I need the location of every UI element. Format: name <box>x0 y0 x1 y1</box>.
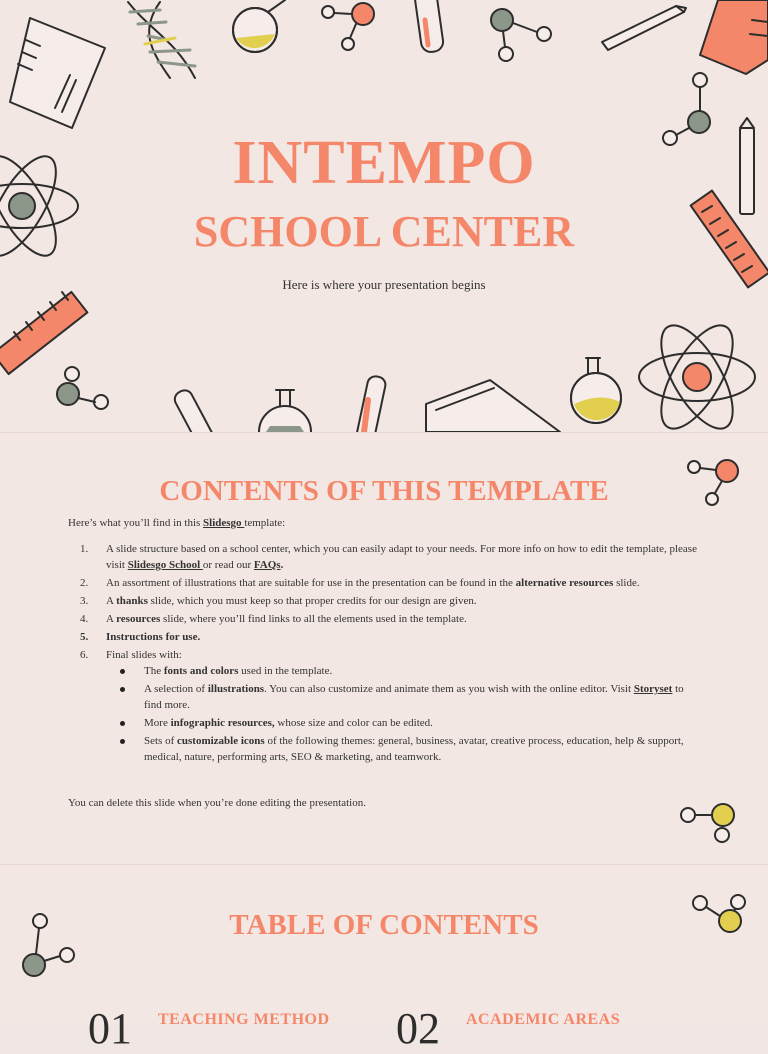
presentation-subtitle: SCHOOL CENTER <box>193 207 575 256</box>
bullet-text: whose size and color can be edited. <box>274 717 433 729</box>
bullet-text: of the following themes: general, business, avatar, creative process, education, help & support, medical, nature, performing arts, SEO & marketing, and teamwork. <box>144 735 684 763</box>
science-illustrations <box>0 865 768 1025</box>
dna-icon <box>128 2 195 78</box>
atom-icon <box>639 315 755 439</box>
item-bold-text: thanks <box>116 595 148 607</box>
item-number: 3. <box>80 595 89 607</box>
bullet-text: used in the template. <box>238 665 333 677</box>
pencil-icon <box>602 6 686 50</box>
intro-text: Here’s what you’ll find in this <box>68 517 204 529</box>
storyset-link[interactable]: Storyset <box>633 683 673 695</box>
intro-text-end: template: <box>244 517 286 529</box>
contents-title: CONTENTS OF THIS TEMPLATE <box>159 475 609 507</box>
item-number: 1. <box>80 543 89 555</box>
bullet-item <box>106 681 698 713</box>
item-text: An assortment of illustrations that are suitable for use in the presentation can be found in the <box>106 577 516 589</box>
bullet-text: A selection of <box>144 683 208 695</box>
bullet-dot <box>120 721 125 726</box>
presentation-caption: Here is where your presentation begins <box>282 277 486 292</box>
bullet-text: . You can also customize and animate them as you wish with the online editor. Visit <box>264 683 634 695</box>
contents-intro <box>68 515 698 531</box>
bullet-text: More <box>144 717 171 729</box>
toc-label[interactable]: TEACHING METHOD <box>158 1011 330 1028</box>
toc-label[interactable]: ACADEMIC AREAS <box>466 1011 621 1028</box>
list-item <box>68 647 698 765</box>
list-item <box>68 541 698 573</box>
toc-title: TABLE OF CONTENTS <box>229 909 539 941</box>
item-text: or read our <box>202 559 254 571</box>
faqs-link[interactable]: FAQs <box>253 559 281 571</box>
bullet-bold-text: illustrations <box>207 683 265 695</box>
item-text: A <box>106 613 117 625</box>
item-text: . <box>280 559 284 571</box>
molecule-icon <box>57 367 108 409</box>
bullet-text: Sets of <box>144 735 177 747</box>
molecule-icon <box>491 9 551 61</box>
item-text: slide. <box>613 577 640 589</box>
beaker-icon <box>700 0 768 74</box>
bullet-text: The <box>144 665 164 677</box>
bullet-text: to find more. <box>144 683 684 711</box>
book-icon <box>426 380 560 432</box>
test-tube-icon <box>414 0 444 53</box>
flask-icon <box>571 358 621 423</box>
item-text: A <box>106 595 117 607</box>
bullet-bold-text: customizable icons <box>177 735 265 747</box>
item-number: 4. <box>80 613 89 625</box>
contents-outro: You can delete this slide when you’re done editing the presentation. <box>68 797 366 809</box>
list-item <box>68 593 698 609</box>
item-number: 6. <box>80 649 89 661</box>
item-number: 5. <box>80 631 89 643</box>
contents-list <box>68 541 698 767</box>
contents-slide <box>0 432 768 865</box>
ruler-icon <box>0 292 87 374</box>
item-bold-text: resources <box>116 613 161 625</box>
title-slide <box>0 0 768 432</box>
slidesgo-school-link[interactable]: Slidesgo School <box>127 559 203 571</box>
bullet-bold-text: infographic resources, <box>170 717 275 729</box>
item-text: slide, which you must keep so that proper credits for our design are given. <box>147 595 477 607</box>
bullet-dot <box>120 739 125 744</box>
list-item <box>68 629 698 645</box>
item-text: A slide structure based on a school center, which you can easily adapt to your needs. For more info on how to edit the template, please visit <box>106 543 697 571</box>
bullet-dot <box>120 669 125 674</box>
slidesgo-link[interactable]: Slidesgo <box>203 517 245 529</box>
toc-number: 01 <box>88 1004 132 1053</box>
item-text: slide, where you’ll find links to all the elements used in the template. <box>160 613 467 625</box>
bullet-list <box>106 663 698 765</box>
flask-icon <box>233 0 285 52</box>
item-text: Final slides with: <box>106 649 182 661</box>
item-number: 2. <box>80 577 89 589</box>
bullet-dot <box>120 687 125 692</box>
bullet-bold-text: fonts and colors <box>163 665 239 677</box>
item-bold-text: Instructions for use. <box>106 631 201 643</box>
bullet-item <box>106 663 698 679</box>
toc-number: 02 <box>396 1004 440 1053</box>
list-item <box>68 575 698 591</box>
molecule-icon <box>322 3 374 50</box>
bullet-item <box>106 733 698 765</box>
bullet-item <box>106 715 698 731</box>
list-item <box>68 611 698 627</box>
toc-slide <box>0 864 768 1053</box>
beaker-icon <box>10 18 105 128</box>
item-bold-text: alternative resources <box>515 577 614 589</box>
presentation-title: INTEMPO <box>232 129 536 197</box>
